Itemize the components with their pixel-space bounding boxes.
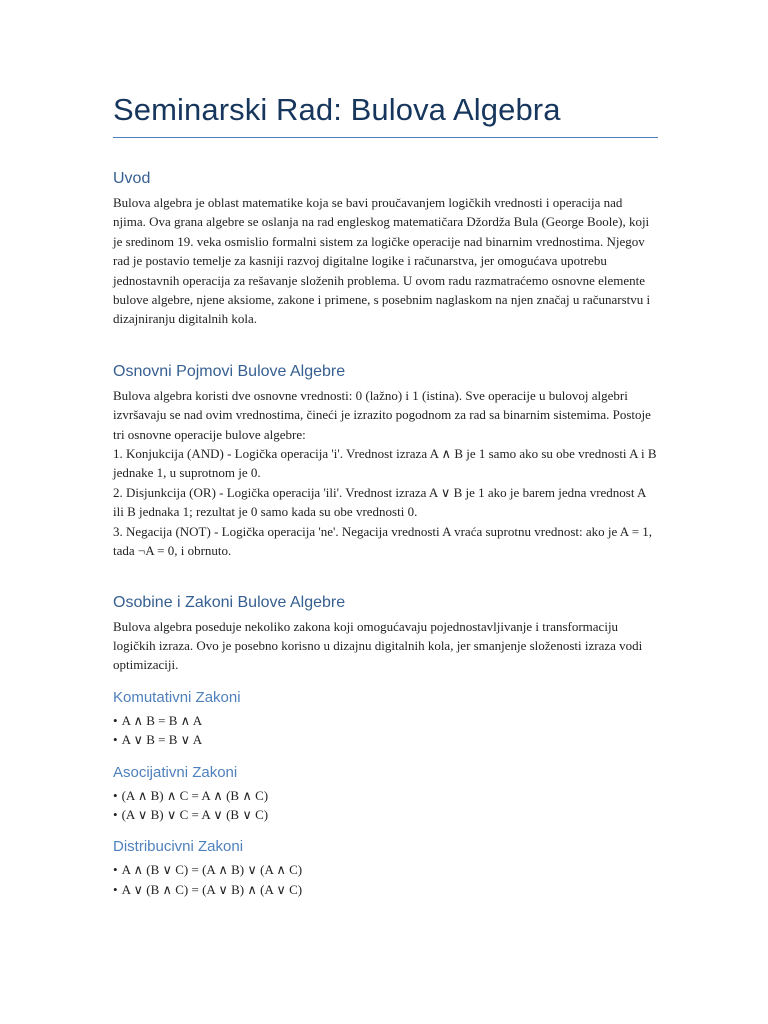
- operation-negacija: 3. Negacija (NOT) - Logička operacija 'ne'. Negacija vrednosti A vraća suprotnu vrednost: ako je A = 1, tada ¬A = 0, i obrnuto.: [113, 523, 653, 559]
- bullet-icon: •: [113, 881, 118, 897]
- law-list-distribucivni: [113, 860, 658, 899]
- law-expression: A ∨ B = B ∨ A: [121, 732, 203, 748]
- document-content: [113, 92, 658, 899]
- subsection-heading-asocijativni: Asocijativni Zakoni: [113, 763, 238, 781]
- document-title: Seminarski Rad: Bulova Algebra: [113, 92, 658, 138]
- law-item: [113, 805, 658, 824]
- bullet-icon: •: [113, 862, 118, 878]
- operation-disjunkcija: 2. Disjunkcija (OR) - Logička operacija 'ili'. Vrednost izraza A ∨ B je 1 ako je barem jedna vrednost A ili B jednaka 1; rezultat je 0 samo kada su obe vrednosti 0.: [113, 484, 646, 520]
- bullet-icon: •: [113, 732, 118, 748]
- paragraph-uvod: Bulova algebra je oblast matematike koja se bavi proučavanjem logičkih vrednosti i operacija nad njima. Ova grana algebre se oslanja na rad engleskog matematičara Džordža Bula (George Boole), koji je sredinom 19. veka osmislio formalni sistem za logičke operacije nad binarnim vrednostima. Njegov rad je postavio temelje za kasniji razvoj digitalne logike i računarstva, jer omogućava upotrebu jednostavnih operacija za rešavanje složenih problema. U ovom radu razmatraćemo osnovne elemente bulove algebre, njene aksiome, zakone i primene, s posebnim naglaskom na njen značaj u računarstvu i dizajniranju digitalnih kola.: [113, 195, 651, 327]
- bullet-icon: •: [113, 712, 118, 728]
- law-expression: (A ∧ B) ∧ C = A ∧ (B ∧ C): [121, 787, 269, 803]
- section-osobine-zakoni: [113, 594, 658, 900]
- bullet-icon: •: [113, 787, 118, 803]
- bullet-icon: •: [113, 806, 118, 822]
- law-item: [113, 711, 658, 730]
- law-item: [113, 730, 658, 749]
- section-heading-osnovni-pojmovi: Osnovni Pojmovi Bulove Algebre: [113, 362, 346, 380]
- section-osnovni-pojmovi: [113, 363, 658, 561]
- law-list-asocijativni: [113, 786, 658, 825]
- law-expression: A ∧ (B ∨ C) = (A ∧ B) ∨ (A ∧ C): [121, 862, 303, 878]
- subsection-distribucivni: [113, 838, 658, 899]
- section-heading-uvod: Uvod: [113, 170, 151, 187]
- paragraph-osobine: Bulova algebra poseduje nekoliko zakona koji omogućavaju pojednostavljivanje i transformaciju logičkih izraza. Ovo je posebno korisno u dizajnu digitalnih kola, jer smanjenje složenosti izraza vodi optimizaciji.: [113, 618, 643, 673]
- law-list-komutativni: [113, 711, 658, 750]
- subsection-heading-komutativni: Komutativni Zakoni: [113, 688, 241, 706]
- law-expression: A ∨ (B ∧ C) = (A ∨ B) ∧ (A ∨ C): [121, 881, 303, 897]
- subsection-asocijativni: [113, 764, 658, 825]
- paragraph-osnovni-intro: Bulova algebra koristi dve osnovne vrednosti: 0 (lažno) i 1 (istina). Sve operacije u bulovoj algebri izvršavaju se nad ovim vrednostima, čineći je izrazito pogodnom za rad sa binarnim sistemima. Postoje tri osnovne operacije bulove algebre:: [113, 387, 651, 442]
- law-expression: A ∧ B = B ∧ A: [121, 712, 203, 728]
- law-item: [113, 860, 658, 879]
- section-heading-osobine-zakoni: Osobine i Zakoni Bulove Algebre: [113, 593, 346, 611]
- subsection-komutativni: [113, 689, 658, 750]
- operation-konjukcija: 1. Konjukcija (AND) - Logička operacija 'i'. Vrednost izraza A ∧ B je 1 samo ako su obe vrednosti A i B jednake 1, u suprotnom je 0.: [113, 446, 657, 481]
- section-uvod: [113, 170, 658, 329]
- law-item: [113, 880, 658, 899]
- law-item: [113, 786, 658, 805]
- subsection-heading-distribucivni: Distribucivni Zakoni: [113, 838, 244, 856]
- law-expression: (A ∨ B) ∨ C = A ∨ (B ∨ C): [121, 806, 269, 822]
